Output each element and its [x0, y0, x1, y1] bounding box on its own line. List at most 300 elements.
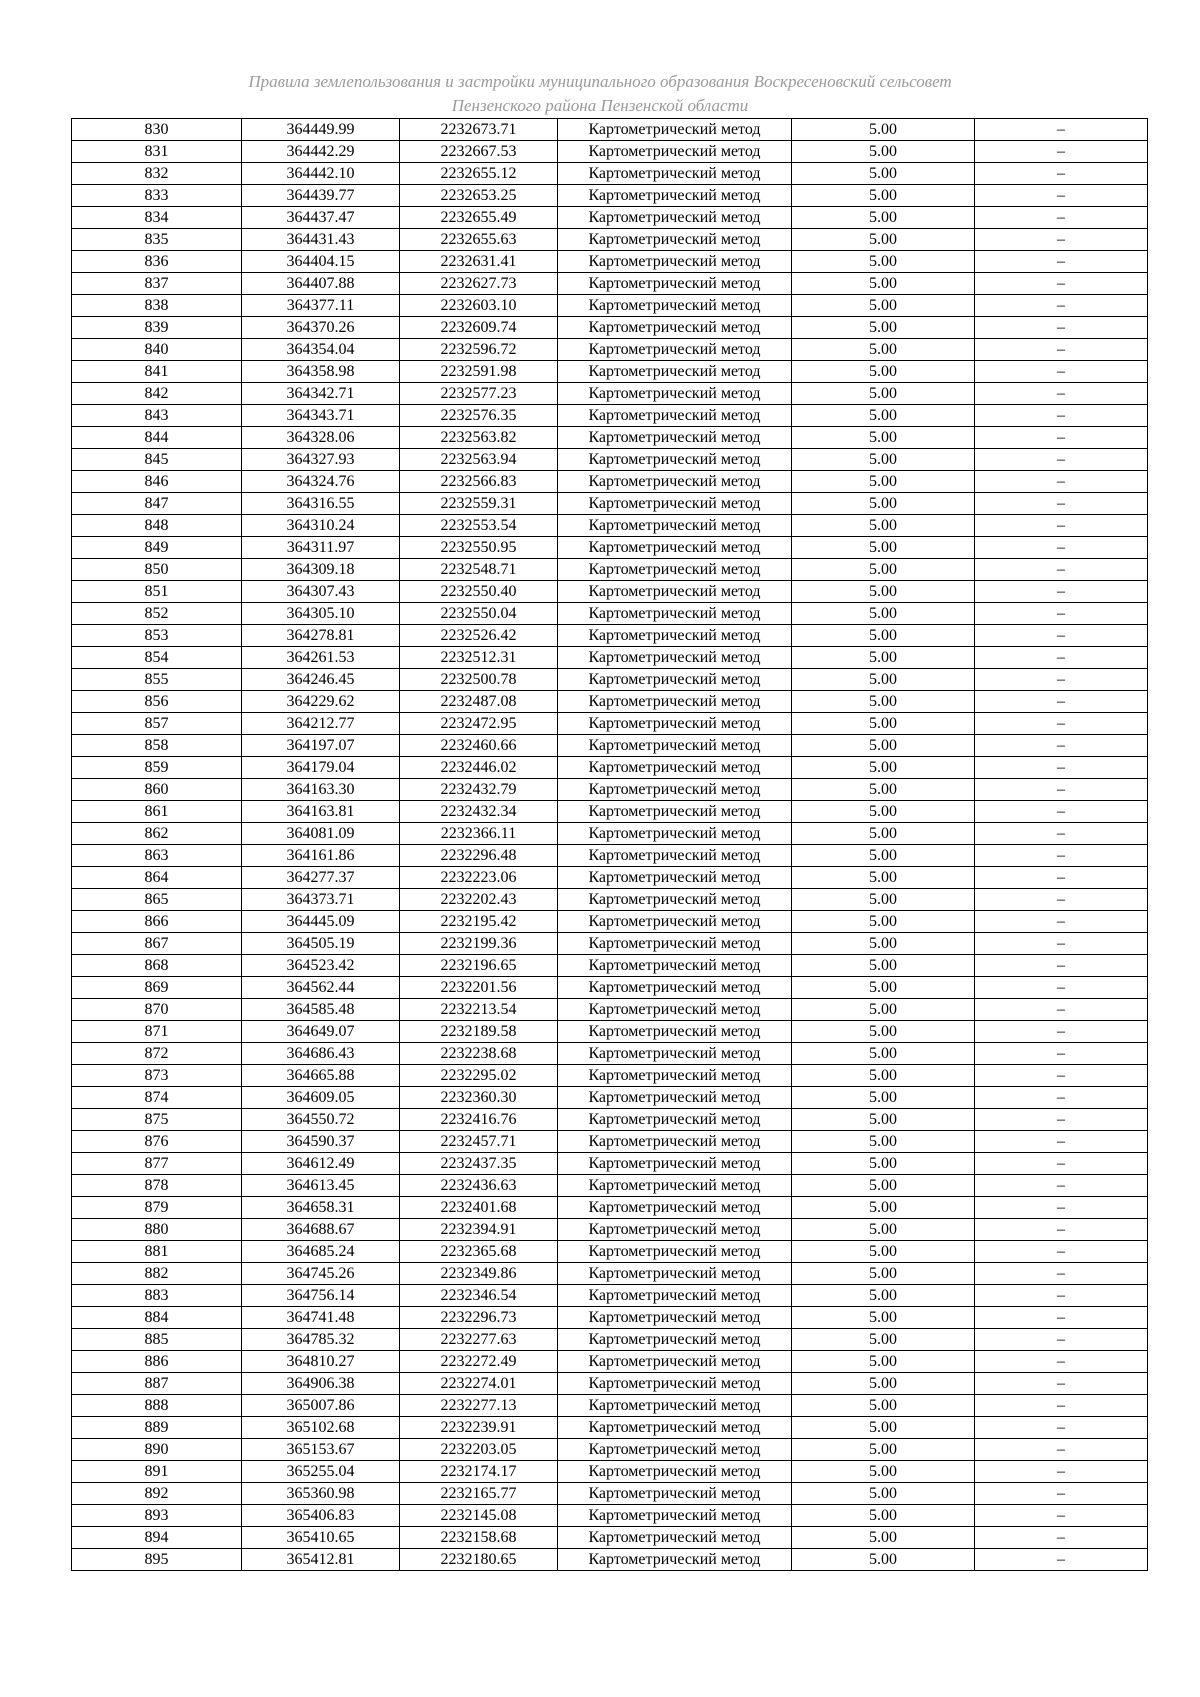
method-cell: Картометрический метод	[558, 163, 792, 185]
x-coordinate-cell: 364358.98	[242, 361, 400, 383]
method-cell: Картометрический метод	[558, 317, 792, 339]
table-row	[72, 845, 1148, 867]
point-number-cell: 891	[72, 1461, 242, 1483]
table-row	[72, 1131, 1148, 1153]
table-row	[72, 823, 1148, 845]
x-coordinate-cell: 364439.77	[242, 185, 400, 207]
table-row	[72, 1153, 1148, 1175]
point-number-cell: 875	[72, 1109, 242, 1131]
point-number-cell: 880	[72, 1219, 242, 1241]
x-coordinate-cell: 364658.31	[242, 1197, 400, 1219]
accuracy-cell: 5.00	[792, 405, 975, 427]
table-row	[72, 1043, 1148, 1065]
table-row	[72, 339, 1148, 361]
point-number-cell: 863	[72, 845, 242, 867]
point-number-cell: 854	[72, 647, 242, 669]
table-row	[72, 867, 1148, 889]
accuracy-cell: 5.00	[792, 317, 975, 339]
accuracy-cell: 5.00	[792, 779, 975, 801]
method-cell: Картометрический метод	[558, 955, 792, 977]
note-cell: –	[975, 735, 1148, 757]
note-cell: –	[975, 471, 1148, 493]
method-cell: Картометрический метод	[558, 757, 792, 779]
table-row	[72, 295, 1148, 317]
note-cell: –	[975, 1329, 1148, 1351]
y-coordinate-cell: 2232596.72	[400, 339, 558, 361]
y-coordinate-cell: 2232349.86	[400, 1263, 558, 1285]
y-coordinate-cell: 2232472.95	[400, 713, 558, 735]
y-coordinate-cell: 2232550.95	[400, 537, 558, 559]
table-row	[72, 1065, 1148, 1087]
table-row	[72, 185, 1148, 207]
method-cell: Картометрический метод	[558, 537, 792, 559]
x-coordinate-cell: 364613.45	[242, 1175, 400, 1197]
table-row	[72, 119, 1148, 141]
accuracy-cell: 5.00	[792, 1109, 975, 1131]
method-cell: Картометрический метод	[558, 801, 792, 823]
point-number-cell: 845	[72, 449, 242, 471]
table-row	[72, 1351, 1148, 1373]
point-number-cell: 833	[72, 185, 242, 207]
note-cell: –	[975, 515, 1148, 537]
y-coordinate-cell: 2232158.68	[400, 1527, 558, 1549]
accuracy-cell: 5.00	[792, 229, 975, 251]
note-cell: –	[975, 383, 1148, 405]
method-cell: Картометрический метод	[558, 845, 792, 867]
accuracy-cell: 5.00	[792, 251, 975, 273]
accuracy-cell: 5.00	[792, 713, 975, 735]
table-row	[72, 779, 1148, 801]
note-cell: –	[975, 1087, 1148, 1109]
note-cell: –	[975, 339, 1148, 361]
table-row	[72, 691, 1148, 713]
y-coordinate-cell: 2232627.73	[400, 273, 558, 295]
page-header	[0, 70, 1200, 118]
accuracy-cell: 5.00	[792, 999, 975, 1021]
y-coordinate-cell: 2232195.42	[400, 911, 558, 933]
x-coordinate-cell: 364229.62	[242, 691, 400, 713]
x-coordinate-cell: 364307.43	[242, 581, 400, 603]
y-coordinate-cell: 2232394.91	[400, 1219, 558, 1241]
note-cell: –	[975, 1241, 1148, 1263]
x-coordinate-cell: 364785.32	[242, 1329, 400, 1351]
y-coordinate-cell: 2232366.11	[400, 823, 558, 845]
method-cell: Картометрический метод	[558, 273, 792, 295]
accuracy-cell: 5.00	[792, 1021, 975, 1043]
x-coordinate-cell: 364437.47	[242, 207, 400, 229]
table-row	[72, 141, 1148, 163]
x-coordinate-cell: 364550.72	[242, 1109, 400, 1131]
method-cell: Картометрический метод	[558, 735, 792, 757]
point-number-cell: 886	[72, 1351, 242, 1373]
y-coordinate-cell: 2232609.74	[400, 317, 558, 339]
table-row	[72, 273, 1148, 295]
note-cell: –	[975, 955, 1148, 977]
table-row	[72, 647, 1148, 669]
method-cell: Картометрический метод	[558, 515, 792, 537]
y-coordinate-cell: 2232401.68	[400, 1197, 558, 1219]
accuracy-cell: 5.00	[792, 1153, 975, 1175]
point-number-cell: 893	[72, 1505, 242, 1527]
note-cell: –	[975, 933, 1148, 955]
y-coordinate-cell: 2232655.12	[400, 163, 558, 185]
point-number-cell: 881	[72, 1241, 242, 1263]
point-number-cell: 846	[72, 471, 242, 493]
note-cell: –	[975, 845, 1148, 867]
x-coordinate-cell: 364505.19	[242, 933, 400, 955]
y-coordinate-cell: 2232563.94	[400, 449, 558, 471]
point-number-cell: 879	[72, 1197, 242, 1219]
method-cell: Картометрический метод	[558, 1109, 792, 1131]
table-row	[72, 955, 1148, 977]
x-coordinate-cell: 365410.65	[242, 1527, 400, 1549]
x-coordinate-cell: 365406.83	[242, 1505, 400, 1527]
x-coordinate-cell: 364370.26	[242, 317, 400, 339]
y-coordinate-cell: 2232550.04	[400, 603, 558, 625]
y-coordinate-cell: 2232673.71	[400, 119, 558, 141]
x-coordinate-cell: 364278.81	[242, 625, 400, 647]
point-number-cell: 889	[72, 1417, 242, 1439]
method-cell: Картометрический метод	[558, 603, 792, 625]
table-row	[72, 911, 1148, 933]
y-coordinate-cell: 2232460.66	[400, 735, 558, 757]
note-cell: –	[975, 1439, 1148, 1461]
accuracy-cell: 5.00	[792, 1549, 975, 1571]
accuracy-cell: 5.00	[792, 625, 975, 647]
y-coordinate-cell: 2232436.63	[400, 1175, 558, 1197]
method-cell: Картометрический метод	[558, 999, 792, 1021]
table-row	[72, 1439, 1148, 1461]
note-cell: –	[975, 581, 1148, 603]
accuracy-cell: 5.00	[792, 1373, 975, 1395]
method-cell: Картометрический метод	[558, 1549, 792, 1571]
table-row	[72, 1241, 1148, 1263]
method-cell: Картометрический метод	[558, 471, 792, 493]
x-coordinate-cell: 364373.71	[242, 889, 400, 911]
point-number-cell: 874	[72, 1087, 242, 1109]
x-coordinate-cell: 364343.71	[242, 405, 400, 427]
y-coordinate-cell: 2232213.54	[400, 999, 558, 1021]
y-coordinate-cell: 2232457.71	[400, 1131, 558, 1153]
accuracy-cell: 5.00	[792, 1307, 975, 1329]
accuracy-cell: 5.00	[792, 1483, 975, 1505]
table-row	[72, 163, 1148, 185]
table-row	[72, 427, 1148, 449]
accuracy-cell: 5.00	[792, 163, 975, 185]
note-cell: –	[975, 757, 1148, 779]
point-number-cell: 836	[72, 251, 242, 273]
accuracy-cell: 5.00	[792, 1505, 975, 1527]
point-number-cell: 885	[72, 1329, 242, 1351]
accuracy-cell: 5.00	[792, 911, 975, 933]
accuracy-cell: 5.00	[792, 449, 975, 471]
x-coordinate-cell: 364327.93	[242, 449, 400, 471]
accuracy-cell: 5.00	[792, 1351, 975, 1373]
y-coordinate-cell: 2232360.30	[400, 1087, 558, 1109]
point-number-cell: 884	[72, 1307, 242, 1329]
note-cell: –	[975, 647, 1148, 669]
note-cell: –	[975, 1505, 1148, 1527]
method-cell: Картометрический метод	[558, 1439, 792, 1461]
y-coordinate-cell: 2232203.05	[400, 1439, 558, 1461]
x-coordinate-cell: 364585.48	[242, 999, 400, 1021]
note-cell: –	[975, 1351, 1148, 1373]
y-coordinate-cell: 2232487.08	[400, 691, 558, 713]
note-cell: –	[975, 801, 1148, 823]
method-cell: Картометрический метод	[558, 647, 792, 669]
table-row	[72, 625, 1148, 647]
point-number-cell: 869	[72, 977, 242, 999]
table-row	[72, 801, 1148, 823]
accuracy-cell: 5.00	[792, 1395, 975, 1417]
accuracy-cell: 5.00	[792, 581, 975, 603]
y-coordinate-cell: 2232653.25	[400, 185, 558, 207]
accuracy-cell: 5.00	[792, 933, 975, 955]
point-number-cell: 873	[72, 1065, 242, 1087]
point-number-cell: 890	[72, 1439, 242, 1461]
point-number-cell: 870	[72, 999, 242, 1021]
point-number-cell: 895	[72, 1549, 242, 1571]
x-coordinate-cell: 364562.44	[242, 977, 400, 999]
point-number-cell: 878	[72, 1175, 242, 1197]
x-coordinate-cell: 364354.04	[242, 339, 400, 361]
x-coordinate-cell: 365102.68	[242, 1417, 400, 1439]
note-cell: –	[975, 361, 1148, 383]
accuracy-cell: 5.00	[792, 207, 975, 229]
x-coordinate-cell: 364342.71	[242, 383, 400, 405]
y-coordinate-cell: 2232631.41	[400, 251, 558, 273]
note-cell: –	[975, 449, 1148, 471]
method-cell: Картометрический метод	[558, 933, 792, 955]
y-coordinate-cell: 2232437.35	[400, 1153, 558, 1175]
table-row	[72, 1527, 1148, 1549]
y-coordinate-cell: 2232165.77	[400, 1483, 558, 1505]
accuracy-cell: 5.00	[792, 889, 975, 911]
method-cell: Картометрический метод	[558, 713, 792, 735]
x-coordinate-cell: 364310.24	[242, 515, 400, 537]
accuracy-cell: 5.00	[792, 823, 975, 845]
note-cell: –	[975, 493, 1148, 515]
note-cell: –	[975, 713, 1148, 735]
x-coordinate-cell: 365153.67	[242, 1439, 400, 1461]
method-cell: Картометрический метод	[558, 1483, 792, 1505]
accuracy-cell: 5.00	[792, 757, 975, 779]
note-cell: –	[975, 295, 1148, 317]
x-coordinate-cell: 365255.04	[242, 1461, 400, 1483]
method-cell: Картометрический метод	[558, 1417, 792, 1439]
accuracy-cell: 5.00	[792, 1461, 975, 1483]
table-row	[72, 1417, 1148, 1439]
accuracy-cell: 5.00	[792, 1417, 975, 1439]
accuracy-cell: 5.00	[792, 669, 975, 691]
method-cell: Картометрический метод	[558, 1131, 792, 1153]
table-row	[72, 1219, 1148, 1241]
method-cell: Картометрический метод	[558, 1219, 792, 1241]
table-row	[72, 713, 1148, 735]
y-coordinate-cell: 2232365.68	[400, 1241, 558, 1263]
point-number-cell: 832	[72, 163, 242, 185]
method-cell: Картометрический метод	[558, 1197, 792, 1219]
x-coordinate-cell: 364163.30	[242, 779, 400, 801]
accuracy-cell: 5.00	[792, 867, 975, 889]
y-coordinate-cell: 2232655.63	[400, 229, 558, 251]
table-row	[72, 537, 1148, 559]
note-cell: –	[975, 1285, 1148, 1307]
x-coordinate-cell: 364277.37	[242, 867, 400, 889]
table-row	[72, 603, 1148, 625]
point-number-cell: 858	[72, 735, 242, 757]
accuracy-cell: 5.00	[792, 493, 975, 515]
x-coordinate-cell: 364609.05	[242, 1087, 400, 1109]
accuracy-cell: 5.00	[792, 845, 975, 867]
note-cell: –	[975, 1197, 1148, 1219]
table-row	[72, 405, 1148, 427]
y-coordinate-cell: 2232274.01	[400, 1373, 558, 1395]
method-cell: Картометрический метод	[558, 691, 792, 713]
point-number-cell: 882	[72, 1263, 242, 1285]
method-cell: Картометрический метод	[558, 1065, 792, 1087]
x-coordinate-cell: 364404.15	[242, 251, 400, 273]
point-number-cell: 834	[72, 207, 242, 229]
method-cell: Картометрический метод	[558, 251, 792, 273]
accuracy-cell: 5.00	[792, 691, 975, 713]
method-cell: Картометрический метод	[558, 405, 792, 427]
y-coordinate-cell: 2232576.35	[400, 405, 558, 427]
method-cell: Картометрический метод	[558, 823, 792, 845]
x-coordinate-cell: 364431.43	[242, 229, 400, 251]
method-cell: Картометрический метод	[558, 1285, 792, 1307]
note-cell: –	[975, 669, 1148, 691]
y-coordinate-cell: 2232432.79	[400, 779, 558, 801]
method-cell: Картометрический метод	[558, 669, 792, 691]
x-coordinate-cell: 364745.26	[242, 1263, 400, 1285]
accuracy-cell: 5.00	[792, 801, 975, 823]
y-coordinate-cell: 2232512.31	[400, 647, 558, 669]
table-row	[72, 1263, 1148, 1285]
note-cell: –	[975, 427, 1148, 449]
x-coordinate-cell: 364309.18	[242, 559, 400, 581]
accuracy-cell: 5.00	[792, 1285, 975, 1307]
x-coordinate-cell: 364246.45	[242, 669, 400, 691]
x-coordinate-cell: 364445.09	[242, 911, 400, 933]
accuracy-cell: 5.00	[792, 119, 975, 141]
x-coordinate-cell: 364311.97	[242, 537, 400, 559]
y-coordinate-cell: 2232223.06	[400, 867, 558, 889]
point-number-cell: 851	[72, 581, 242, 603]
y-coordinate-cell: 2232199.36	[400, 933, 558, 955]
note-cell: –	[975, 977, 1148, 999]
method-cell: Картометрический метод	[558, 383, 792, 405]
x-coordinate-cell: 364081.09	[242, 823, 400, 845]
table-row	[72, 889, 1148, 911]
method-cell: Картометрический метод	[558, 1307, 792, 1329]
x-coordinate-cell: 364685.24	[242, 1241, 400, 1263]
point-number-cell: 868	[72, 955, 242, 977]
table-row	[72, 361, 1148, 383]
x-coordinate-cell: 364316.55	[242, 493, 400, 515]
accuracy-cell: 5.00	[792, 1043, 975, 1065]
table-row	[72, 493, 1148, 515]
accuracy-cell: 5.00	[792, 537, 975, 559]
x-coordinate-cell: 364161.86	[242, 845, 400, 867]
y-coordinate-cell: 2232566.83	[400, 471, 558, 493]
note-cell: –	[975, 163, 1148, 185]
note-cell: –	[975, 1131, 1148, 1153]
table-row	[72, 1109, 1148, 1131]
x-coordinate-cell: 364590.37	[242, 1131, 400, 1153]
note-cell: –	[975, 911, 1148, 933]
method-cell: Картометрический метод	[558, 559, 792, 581]
point-number-cell: 859	[72, 757, 242, 779]
point-number-cell: 844	[72, 427, 242, 449]
point-number-cell: 861	[72, 801, 242, 823]
x-coordinate-cell: 364442.10	[242, 163, 400, 185]
note-cell: –	[975, 1307, 1148, 1329]
x-coordinate-cell: 364305.10	[242, 603, 400, 625]
point-number-cell: 856	[72, 691, 242, 713]
x-coordinate-cell: 364197.07	[242, 735, 400, 757]
table-row	[72, 1373, 1148, 1395]
x-coordinate-cell: 364324.76	[242, 471, 400, 493]
x-coordinate-cell: 365360.98	[242, 1483, 400, 1505]
note-cell: –	[975, 1175, 1148, 1197]
point-number-cell: 860	[72, 779, 242, 801]
y-coordinate-cell: 2232548.71	[400, 559, 558, 581]
x-coordinate-cell: 364523.42	[242, 955, 400, 977]
y-coordinate-cell: 2232238.68	[400, 1043, 558, 1065]
point-number-cell: 842	[72, 383, 242, 405]
y-coordinate-cell: 2232446.02	[400, 757, 558, 779]
point-number-cell: 847	[72, 493, 242, 515]
method-cell: Картометрический метод	[558, 1087, 792, 1109]
point-number-cell: 848	[72, 515, 242, 537]
y-coordinate-cell: 2232272.49	[400, 1351, 558, 1373]
note-cell: –	[975, 229, 1148, 251]
coordinates-table	[71, 118, 1148, 1571]
point-number-cell: 837	[72, 273, 242, 295]
x-coordinate-cell: 364810.27	[242, 1351, 400, 1373]
point-number-cell: 892	[72, 1483, 242, 1505]
method-cell: Картометрический метод	[558, 1461, 792, 1483]
note-cell: –	[975, 889, 1148, 911]
note-cell: –	[975, 1263, 1148, 1285]
point-number-cell: 876	[72, 1131, 242, 1153]
x-coordinate-cell: 364407.88	[242, 273, 400, 295]
accuracy-cell: 5.00	[792, 1087, 975, 1109]
method-cell: Картометрический метод	[558, 911, 792, 933]
table-row	[72, 471, 1148, 493]
x-coordinate-cell: 365412.81	[242, 1549, 400, 1571]
point-number-cell: 888	[72, 1395, 242, 1417]
note-cell: –	[975, 1395, 1148, 1417]
x-coordinate-cell: 364612.49	[242, 1153, 400, 1175]
note-cell: –	[975, 1549, 1148, 1571]
point-number-cell: 867	[72, 933, 242, 955]
y-coordinate-cell: 2232202.43	[400, 889, 558, 911]
method-cell: Картометрический метод	[558, 427, 792, 449]
method-cell: Картометрический метод	[558, 1351, 792, 1373]
table-row	[72, 449, 1148, 471]
method-cell: Картометрический метод	[558, 1241, 792, 1263]
y-coordinate-cell: 2232201.56	[400, 977, 558, 999]
point-number-cell: 857	[72, 713, 242, 735]
method-cell: Картометрический метод	[558, 207, 792, 229]
point-number-cell: 894	[72, 1527, 242, 1549]
x-coordinate-cell: 364649.07	[242, 1021, 400, 1043]
note-cell: –	[975, 141, 1148, 163]
y-coordinate-cell: 2232432.34	[400, 801, 558, 823]
point-number-cell: 866	[72, 911, 242, 933]
